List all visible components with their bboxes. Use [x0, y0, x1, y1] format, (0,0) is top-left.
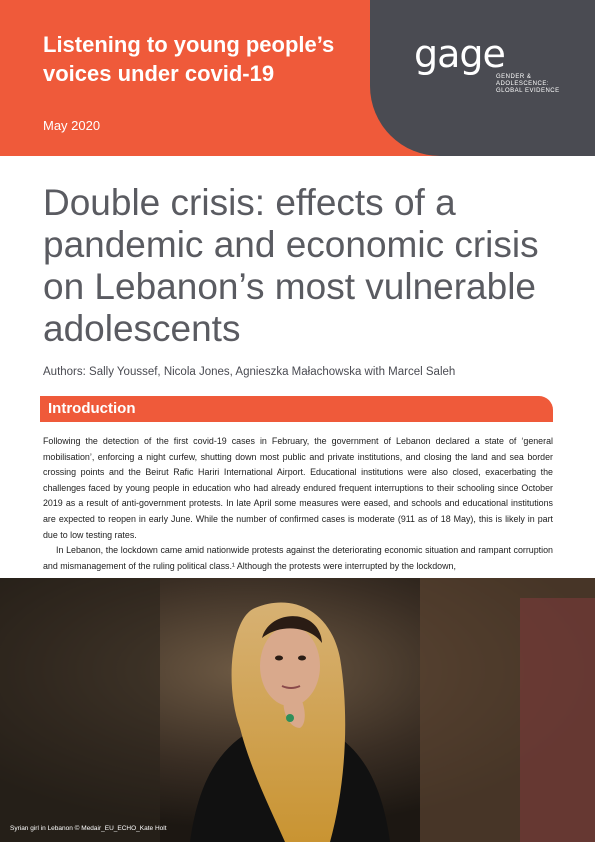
cover-photo	[0, 578, 595, 842]
section-heading-bar	[40, 396, 553, 422]
page-title: Double crisis: effects of a pandemic and economic crisis on Lebanon’s most vulnerable adolescents	[43, 182, 539, 349]
publication-date: May 2020	[43, 118, 101, 133]
paragraph: Following the detection of the first covid-19 cases in February, the government of Lebanon declared a state of ‘general mobilisation’, enforcing a night curfew, shutting down most public and private institutions, and closing the land and sea border crossing points and the Beirut Rafic Hariri International Airport. Educational institutions were also closed, exacerbating the challenges faced by young people in education who had already endured frequent interruptions to their schooling since October 2019 as a result of anti-government protests. In late April some measures were eased, and schools and educational institutions are expected to reopen in early June. While the number of confirmed cases is moderate (911 as of 18 May), this is likely in part due to low testing rates.	[43, 436, 553, 540]
series-title: Listening to young people’s voices under covid-19	[43, 32, 335, 86]
photo-caption: Syrian girl in Lebanon © Medair_EU_ECHO_Kate Holt	[10, 825, 167, 832]
logo-wordmark: gage	[414, 32, 505, 76]
body-text	[43, 434, 553, 574]
logo-subtitle: GENDER & ADOLESCENCE: GLOBAL EVIDENCE	[496, 74, 560, 94]
paragraph: In Lebanon, the lockdown came amid nationwide protests against the deteriorating economic situation and rampant corruption and mismanagement of the ruling political class.¹ Although the protests were interrupted by the lockdown,	[43, 545, 553, 571]
authors-line: Authors: Sally Youssef, Nicola Jones, Agnieszka Małachowska with Marcel Saleh	[43, 366, 456, 378]
section-title: Introduction	[48, 400, 136, 417]
photo-illustration	[0, 578, 595, 842]
gage-logo	[414, 32, 560, 94]
